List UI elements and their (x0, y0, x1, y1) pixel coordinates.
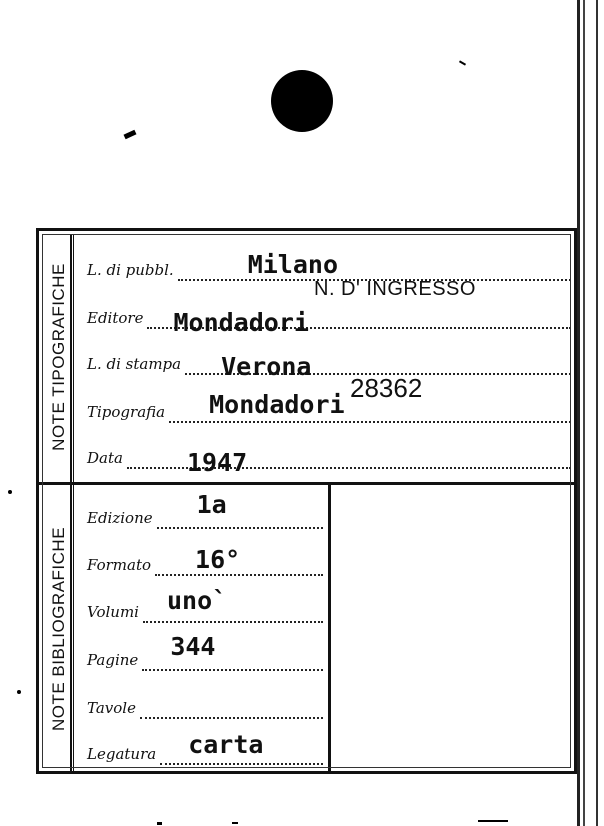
section-label-tipografiche: NOTE TIPOGRAFICHE (49, 263, 68, 451)
ingresso-title: N. D' INGRESSO (314, 278, 476, 300)
field-label: L. di stampa (87, 355, 182, 373)
field-volumi (87, 586, 323, 623)
side-rule (73, 485, 74, 774)
field-formato (87, 544, 323, 576)
field-value: carta (188, 730, 264, 759)
field-value: Verona (221, 352, 312, 381)
field-label: Edizione (87, 509, 153, 527)
field-luogo-stampa (87, 343, 571, 381)
field-value: Mondadori (173, 308, 309, 337)
field-label: Tavole (87, 699, 136, 717)
column-divider (328, 485, 331, 771)
card-edge (577, 0, 585, 826)
field-dots (157, 490, 323, 529)
ink-speck (157, 822, 162, 825)
field-dots (140, 687, 323, 719)
side-rule (73, 234, 74, 482)
punch-hole (271, 70, 333, 132)
ink-speck (478, 820, 508, 822)
field-pagine (87, 632, 323, 671)
field-dots (147, 297, 571, 337)
field-editore (87, 297, 571, 337)
field-label: Legatura (87, 745, 157, 763)
section-divider (39, 482, 574, 485)
field-dots (127, 437, 571, 477)
ink-speck (459, 60, 466, 65)
field-value: 1947 (186, 448, 248, 477)
field-tavole (87, 687, 323, 719)
field-dots (178, 249, 571, 281)
field-value: 1a (196, 490, 227, 519)
ink-speck (8, 490, 12, 494)
field-label: Editore (87, 309, 144, 327)
field-value: Mondadori (209, 390, 345, 419)
section-label-bibliografiche: NOTE BIBLIOGRAFICHE (49, 526, 68, 732)
ink-speck (124, 130, 137, 140)
field-value: Milano (247, 250, 339, 279)
field-dots (160, 730, 323, 765)
field-luogo-pubblicazione (87, 249, 571, 281)
card-edge-outer (596, 0, 598, 826)
side-rule (70, 234, 72, 482)
field-value: uno` (166, 586, 228, 615)
field-edizione (87, 490, 323, 529)
field-legatura (87, 730, 323, 765)
field-data (87, 437, 571, 477)
field-value: 344 (170, 632, 216, 661)
ink-speck (232, 822, 238, 824)
field-label: L. di pubbl. (87, 261, 174, 279)
field-label: Pagine (87, 651, 139, 669)
field-label: Volumi (87, 603, 139, 621)
field-value: 16° (195, 545, 241, 574)
field-dots (155, 544, 323, 576)
field-dots (142, 632, 323, 671)
field-label: Formato (87, 556, 152, 574)
field-dots (143, 586, 323, 623)
ingresso-number: 28362 (350, 373, 423, 403)
field-label: Tipografia (87, 403, 166, 421)
field-label: Data (87, 449, 123, 467)
side-rule (70, 485, 72, 774)
ink-speck (17, 690, 21, 694)
field-dots (185, 343, 571, 381)
catalog-card (36, 228, 577, 774)
